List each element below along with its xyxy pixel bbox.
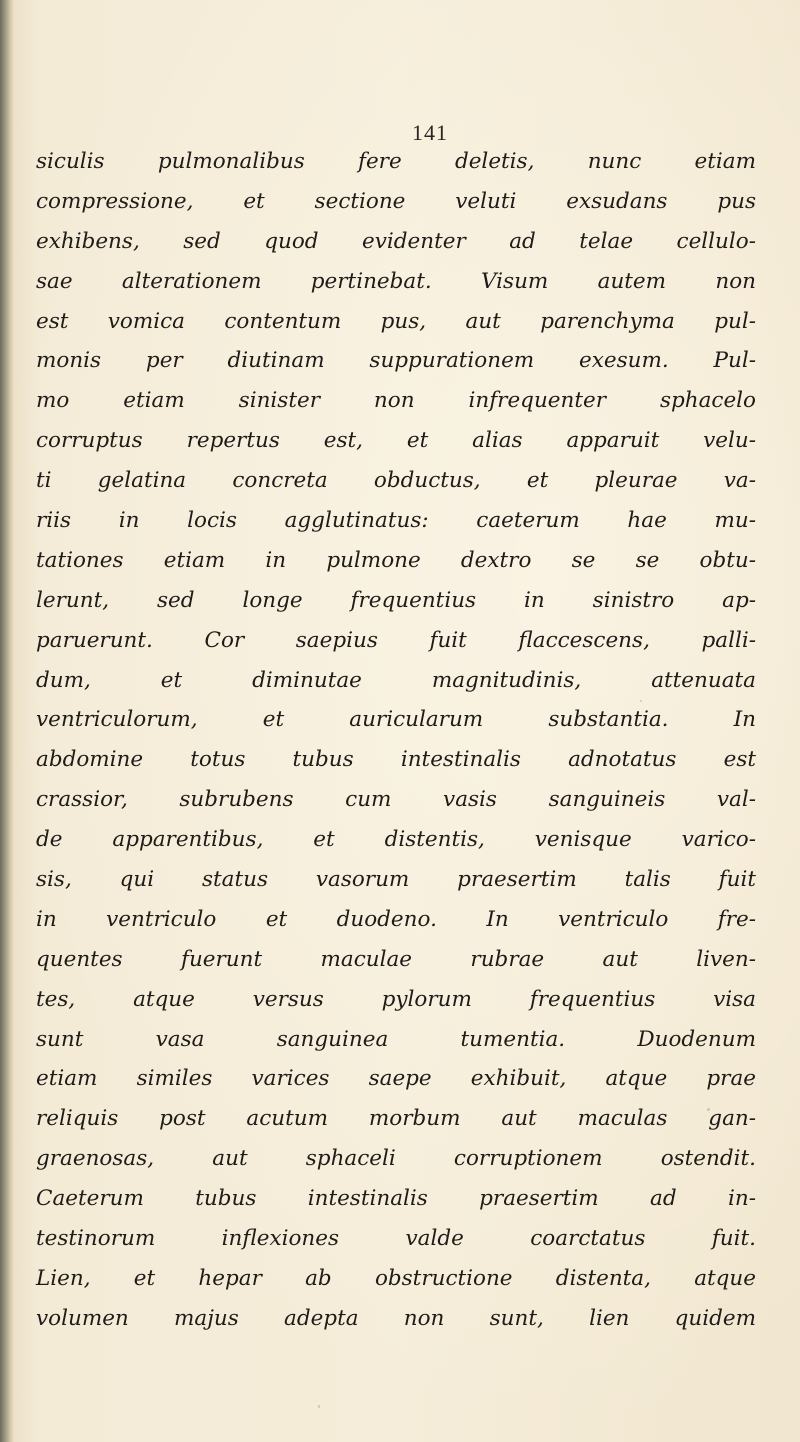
text-line: graenosas, aut sphaceli corruptionem ostendit. bbox=[36, 1146, 756, 1172]
body-text bbox=[36, 142, 756, 1339]
text-line: lerunt, sed longe frequentius in sinistro ap- bbox=[36, 587, 756, 613]
text-line: siculis pulmonalibus fere deletis, nunc etiam bbox=[36, 149, 756, 174]
text-line: compressione, et sectione veluti exsudans pus bbox=[36, 188, 756, 214]
page-number: 141 bbox=[412, 120, 448, 145]
text-line: est vomica contentum pus, aut parenchyma pul- bbox=[36, 308, 756, 334]
text-line: sae alterationem pertinebat. Visum autem non bbox=[36, 268, 756, 294]
text-line: mo etiam sinister non infrequenter sphacelo bbox=[36, 388, 756, 414]
text-line: sunt vasa sanguinea tumentia. Duodenum bbox=[36, 1026, 756, 1052]
text-line: dum, et diminutae magnitudinis, attenuata bbox=[36, 667, 756, 693]
text-line: Caeterum tubus intestinalis praesertim ad in- bbox=[36, 1186, 756, 1212]
paper-speck bbox=[640, 700, 642, 702]
text-line: sis, qui status vasorum praesertim talis fuit bbox=[36, 867, 756, 893]
text-line: corruptus repertus est, et alias apparuit velu- bbox=[36, 428, 756, 454]
text-line: Lien, et hepar ab obstructione distenta, atque bbox=[36, 1265, 756, 1291]
text-line: exhibens, sed quod evidenter ad telae cellulo- bbox=[36, 228, 756, 254]
text-line: ti gelatina concreta obductus, et pleurae va- bbox=[36, 468, 756, 494]
text-line: tationes etiam in pulmone dextro se se obtu- bbox=[36, 547, 756, 573]
text-line: tes, atque versus pylorum frequentius visa bbox=[36, 986, 756, 1012]
text-line: monis per diutinam suppurationem exesum. Pul- bbox=[36, 348, 756, 374]
text-line: reliquis post acutum morbum aut maculas gan- bbox=[36, 1106, 756, 1132]
paper-speck bbox=[318, 1405, 320, 1408]
text-line: crassior, subrubens cum vasis sanguineis val- bbox=[36, 787, 756, 813]
text-line: etiam similes varices saepe exhibuit, atque prae bbox=[36, 1066, 756, 1092]
text-line: volumen majus adepta non sunt, lien quidem bbox=[36, 1305, 756, 1331]
text-line: in ventriculo et duodeno. In ventriculo fre- bbox=[36, 906, 756, 932]
text-line: quentes fuerunt maculae rubrae aut liven- bbox=[36, 946, 756, 972]
text-line: de apparentibus, et distentis, venisque varico- bbox=[36, 827, 756, 853]
paper-speck bbox=[707, 1108, 710, 1111]
text-line: abdomine totus tubus intestinalis adnotatus est bbox=[36, 747, 756, 773]
text-line: ventriculorum, et auricularum substantia. In bbox=[36, 707, 756, 733]
text-line: paruerunt. Cor saepius fuit flaccescens, palli- bbox=[36, 627, 756, 653]
text-line: riis in locis agglutinatus: caeterum hae mu- bbox=[36, 508, 756, 534]
page-binding-edge bbox=[0, 0, 14, 1442]
text-line: testinorum inflexiones valde coarctatus fuit. bbox=[36, 1226, 756, 1252]
